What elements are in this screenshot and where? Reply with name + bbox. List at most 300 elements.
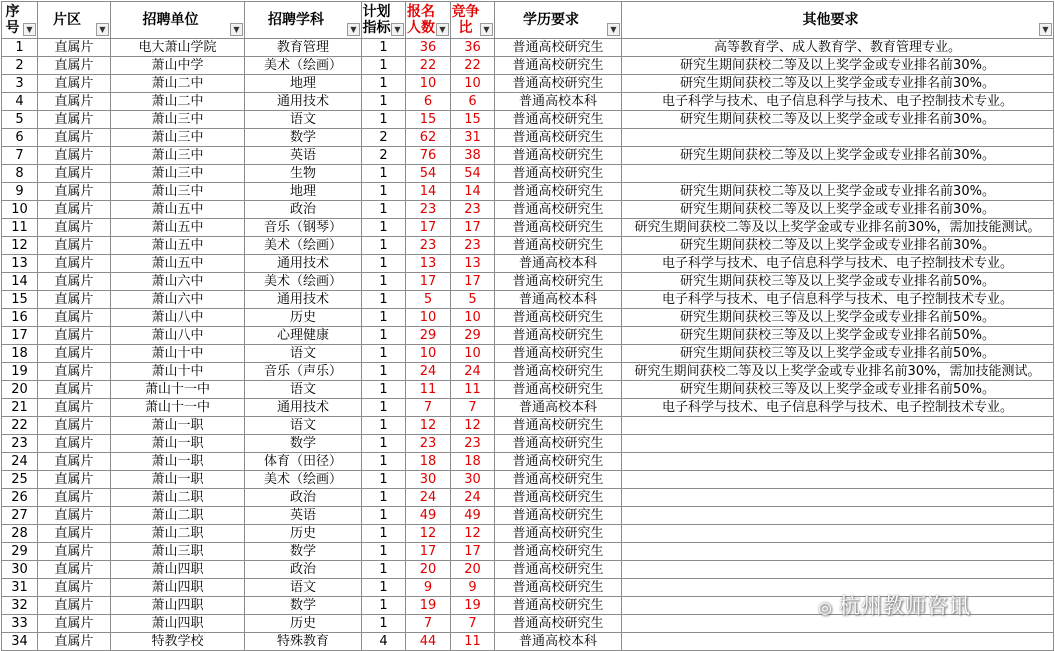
cell-subject[interactable]: 美术（绘画） [245,273,362,291]
cell-subject[interactable]: 政治 [245,201,362,219]
cell-applicants[interactable]: 17 [406,219,451,237]
cell-education[interactable]: 普通高校研究生 [495,525,622,543]
cell-unit[interactable]: 萧山三中 [111,165,245,183]
cell-other[interactable]: 电子科学与技术、电子信息科学与技术、电子控制技术专业。 [622,291,1054,309]
cell-education[interactable]: 普通高校研究生 [495,579,622,597]
cell-subject[interactable]: 政治 [245,489,362,507]
cell-seq[interactable]: 28 [2,525,38,543]
cell-ratio[interactable]: 23 [451,435,495,453]
cell-ratio[interactable]: 30 [451,471,495,489]
cell-applicants[interactable]: 10 [406,309,451,327]
cell-plan[interactable]: 1 [362,363,406,381]
cell-education[interactable]: 普通高校研究生 [495,381,622,399]
cell-ratio[interactable]: 29 [451,327,495,345]
cell-area[interactable]: 直属片 [38,543,111,561]
cell-education[interactable]: 普通高校研究生 [495,57,622,75]
cell-ratio[interactable]: 7 [451,615,495,633]
cell-unit[interactable]: 萧山三中 [111,129,245,147]
cell-applicants[interactable]: 10 [406,75,451,93]
cell-seq[interactable]: 17 [2,327,38,345]
cell-ratio[interactable]: 11 [451,381,495,399]
dropdown-arrow-icon[interactable]: ▼ [607,23,620,36]
cell-seq[interactable]: 19 [2,363,38,381]
dropdown-arrow-icon[interactable]: ▼ [436,23,449,36]
cell-seq[interactable]: 6 [2,129,38,147]
cell-area[interactable]: 直属片 [38,345,111,363]
cell-unit[interactable]: 萧山四职 [111,579,245,597]
cell-ratio[interactable]: 12 [451,525,495,543]
cell-applicants[interactable]: 12 [406,525,451,543]
cell-plan[interactable]: 1 [362,471,406,489]
cell-plan[interactable]: 1 [362,201,406,219]
cell-applicants[interactable]: 20 [406,561,451,579]
cell-ratio[interactable]: 15 [451,111,495,129]
cell-education[interactable]: 普通高校研究生 [495,327,622,345]
cell-other[interactable]: 研究生期间获校三等及以上奖学金或专业排名前50%。 [622,309,1054,327]
cell-subject[interactable]: 美术（绘画） [245,237,362,255]
cell-other[interactable] [622,507,1054,525]
cell-area[interactable]: 直属片 [38,93,111,111]
cell-seq[interactable]: 32 [2,597,38,615]
cell-unit[interactable]: 电大萧山学院 [111,39,245,57]
dropdown-arrow-icon[interactable]: ▼ [1039,23,1052,36]
cell-other[interactable]: 研究生期间获校二等及以上奖学金或专业排名前30%。 [622,75,1054,93]
cell-ratio[interactable]: 24 [451,363,495,381]
cell-area[interactable]: 直属片 [38,291,111,309]
cell-other[interactable]: 研究生期间获校二等及以上奖学金或专业排名前30%。 [622,111,1054,129]
cell-education[interactable]: 普通高校研究生 [495,417,622,435]
cell-area[interactable]: 直属片 [38,219,111,237]
cell-education[interactable]: 普通高校研究生 [495,507,622,525]
cell-unit[interactable]: 特教学校 [111,633,245,651]
cell-ratio[interactable]: 7 [451,399,495,417]
cell-seq[interactable]: 20 [2,381,38,399]
cell-subject[interactable]: 历史 [245,525,362,543]
cell-unit[interactable]: 萧山八中 [111,327,245,345]
cell-subject[interactable]: 历史 [245,615,362,633]
cell-subject[interactable]: 历史 [245,309,362,327]
cell-applicants[interactable]: 36 [406,39,451,57]
cell-applicants[interactable]: 29 [406,327,451,345]
cell-area[interactable]: 直属片 [38,381,111,399]
cell-education[interactable]: 普通高校本科 [495,255,622,273]
cell-education[interactable]: 普通高校研究生 [495,237,622,255]
cell-area[interactable]: 直属片 [38,273,111,291]
cell-plan[interactable]: 1 [362,57,406,75]
cell-unit[interactable]: 萧山三中 [111,111,245,129]
cell-plan[interactable]: 1 [362,489,406,507]
cell-plan[interactable]: 1 [362,219,406,237]
cell-area[interactable]: 直属片 [38,309,111,327]
cell-applicants[interactable]: 7 [406,615,451,633]
cell-ratio[interactable]: 49 [451,507,495,525]
cell-applicants[interactable]: 12 [406,417,451,435]
cell-seq[interactable]: 10 [2,201,38,219]
cell-subject[interactable]: 语文 [245,417,362,435]
cell-applicants[interactable]: 23 [406,435,451,453]
cell-unit[interactable]: 萧山十中 [111,363,245,381]
cell-ratio[interactable]: 36 [451,39,495,57]
cell-education[interactable]: 普通高校本科 [495,399,622,417]
cell-plan[interactable]: 1 [362,237,406,255]
cell-subject[interactable]: 数学 [245,543,362,561]
cell-other[interactable]: 研究生期间获校三等及以上奖学金或专业排名前50%。 [622,345,1054,363]
cell-education[interactable]: 普通高校研究生 [495,201,622,219]
cell-other[interactable] [622,633,1054,651]
cell-other[interactable]: 电子科学与技术、电子信息科学与技术、电子控制技术专业。 [622,399,1054,417]
cell-ratio[interactable]: 12 [451,417,495,435]
cell-unit[interactable]: 萧山三中 [111,147,245,165]
cell-other[interactable] [622,579,1054,597]
cell-applicants[interactable]: 44 [406,633,451,651]
cell-subject[interactable]: 音乐（声乐） [245,363,362,381]
cell-seq[interactable]: 12 [2,237,38,255]
cell-other[interactable]: 研究生期间获校三等及以上奖学金或专业排名前50%。 [622,273,1054,291]
cell-seq[interactable]: 22 [2,417,38,435]
cell-subject[interactable]: 体育（田径） [245,453,362,471]
cell-subject[interactable]: 美术（绘画） [245,471,362,489]
cell-other[interactable]: 电子科学与技术、电子信息科学与技术、电子控制技术专业。 [622,93,1054,111]
cell-subject[interactable]: 教育管理 [245,39,362,57]
cell-unit[interactable]: 萧山五中 [111,237,245,255]
cell-education[interactable]: 普通高校研究生 [495,219,622,237]
cell-seq[interactable]: 2 [2,57,38,75]
cell-subject[interactable]: 地理 [245,183,362,201]
cell-subject[interactable]: 语文 [245,579,362,597]
cell-other[interactable]: 研究生期间获校二等及以上奖学金或专业排名前30%。 [622,57,1054,75]
cell-other[interactable] [622,525,1054,543]
cell-education[interactable]: 普通高校研究生 [495,489,622,507]
cell-unit[interactable]: 萧山一职 [111,435,245,453]
cell-ratio[interactable]: 38 [451,147,495,165]
cell-area[interactable]: 直属片 [38,597,111,615]
cell-education[interactable]: 普通高校研究生 [495,597,622,615]
cell-seq[interactable]: 30 [2,561,38,579]
cell-plan[interactable]: 4 [362,633,406,651]
cell-other[interactable] [622,471,1054,489]
cell-other[interactable]: 高等教育学、成人教育学、教育管理专业。 [622,39,1054,57]
cell-seq[interactable]: 29 [2,543,38,561]
cell-other[interactable]: 研究生期间获校三等及以上奖学金或专业排名前50%。 [622,381,1054,399]
cell-plan[interactable]: 1 [362,561,406,579]
cell-subject[interactable]: 生物 [245,165,362,183]
cell-area[interactable]: 直属片 [38,111,111,129]
cell-subject[interactable]: 语文 [245,345,362,363]
cell-area[interactable]: 直属片 [38,255,111,273]
cell-unit[interactable]: 萧山二职 [111,489,245,507]
cell-ratio[interactable]: 10 [451,345,495,363]
cell-subject[interactable]: 地理 [245,75,362,93]
cell-unit[interactable]: 萧山八中 [111,309,245,327]
cell-subject[interactable]: 通用技术 [245,291,362,309]
cell-unit[interactable]: 萧山十一中 [111,399,245,417]
cell-other[interactable] [622,453,1054,471]
cell-applicants[interactable]: 5 [406,291,451,309]
cell-applicants[interactable]: 24 [406,363,451,381]
dropdown-arrow-icon[interactable]: ▼ [391,23,404,36]
dropdown-arrow-icon[interactable]: ▼ [347,23,360,36]
cell-area[interactable]: 直属片 [38,471,111,489]
cell-plan[interactable]: 1 [362,399,406,417]
cell-area[interactable]: 直属片 [38,147,111,165]
cell-unit[interactable]: 萧山三职 [111,543,245,561]
cell-other[interactable] [622,597,1054,615]
cell-other[interactable] [622,129,1054,147]
cell-plan[interactable]: 1 [362,93,406,111]
cell-plan[interactable]: 1 [362,381,406,399]
cell-plan[interactable]: 1 [362,579,406,597]
cell-applicants[interactable]: 54 [406,165,451,183]
cell-applicants[interactable]: 76 [406,147,451,165]
cell-education[interactable]: 普通高校研究生 [495,75,622,93]
cell-applicants[interactable]: 30 [406,471,451,489]
cell-other[interactable]: 研究生期间获校二等及以上奖学金或专业排名前30%，需加技能测试。 [622,219,1054,237]
dropdown-arrow-icon[interactable]: ▼ [230,23,243,36]
cell-seq[interactable]: 18 [2,345,38,363]
cell-education[interactable]: 普通高校研究生 [495,183,622,201]
cell-seq[interactable]: 23 [2,435,38,453]
cell-unit[interactable]: 萧山五中 [111,219,245,237]
cell-applicants[interactable]: 18 [406,453,451,471]
cell-education[interactable]: 普通高校研究生 [495,111,622,129]
cell-applicants[interactable]: 24 [406,489,451,507]
cell-subject[interactable]: 通用技术 [245,399,362,417]
cell-education[interactable]: 普通高校本科 [495,633,622,651]
cell-area[interactable]: 直属片 [38,435,111,453]
cell-ratio[interactable]: 9 [451,579,495,597]
cell-ratio[interactable]: 13 [451,255,495,273]
cell-seq[interactable]: 3 [2,75,38,93]
cell-subject[interactable]: 英语 [245,147,362,165]
cell-other[interactable]: 研究生期间获校二等及以上奖学金或专业排名前30%。 [622,201,1054,219]
cell-applicants[interactable]: 49 [406,507,451,525]
cell-applicants[interactable]: 23 [406,237,451,255]
cell-area[interactable]: 直属片 [38,201,111,219]
cell-plan[interactable]: 1 [362,417,406,435]
cell-ratio[interactable]: 10 [451,309,495,327]
cell-unit[interactable]: 萧山十一中 [111,381,245,399]
cell-seq[interactable]: 7 [2,147,38,165]
cell-area[interactable]: 直属片 [38,633,111,651]
cell-plan[interactable]: 1 [362,327,406,345]
cell-unit[interactable]: 萧山二中 [111,93,245,111]
cell-applicants[interactable]: 14 [406,183,451,201]
cell-area[interactable]: 直属片 [38,363,111,381]
cell-other[interactable]: 研究生期间获校二等及以上奖学金或专业排名前30%。 [622,237,1054,255]
cell-area[interactable]: 直属片 [38,237,111,255]
cell-other[interactable]: 研究生期间获校三等及以上奖学金或专业排名前50%。 [622,327,1054,345]
cell-applicants[interactable]: 17 [406,543,451,561]
cell-area[interactable]: 直属片 [38,489,111,507]
cell-plan[interactable]: 1 [362,453,406,471]
cell-education[interactable]: 普通高校研究生 [495,363,622,381]
cell-area[interactable]: 直属片 [38,129,111,147]
cell-plan[interactable]: 1 [362,291,406,309]
cell-education[interactable]: 普通高校本科 [495,93,622,111]
cell-plan[interactable]: 1 [362,507,406,525]
cell-unit[interactable]: 萧山一职 [111,471,245,489]
cell-education[interactable]: 普通高校研究生 [495,615,622,633]
cell-unit[interactable]: 萧山二职 [111,525,245,543]
cell-seq[interactable]: 34 [2,633,38,651]
cell-unit[interactable]: 萧山十中 [111,345,245,363]
cell-subject[interactable]: 语文 [245,111,362,129]
cell-education[interactable]: 普通高校研究生 [495,345,622,363]
cell-ratio[interactable]: 18 [451,453,495,471]
cell-other[interactable]: 研究生期间获校二等及以上奖学金或专业排名前30%，需加技能测试。 [622,363,1054,381]
cell-unit[interactable]: 萧山四职 [111,597,245,615]
cell-ratio[interactable]: 6 [451,93,495,111]
cell-area[interactable]: 直属片 [38,75,111,93]
cell-seq[interactable]: 4 [2,93,38,111]
cell-ratio[interactable]: 24 [451,489,495,507]
cell-area[interactable]: 直属片 [38,327,111,345]
cell-ratio[interactable]: 14 [451,183,495,201]
cell-education[interactable]: 普通高校研究生 [495,435,622,453]
cell-ratio[interactable]: 17 [451,273,495,291]
cell-applicants[interactable]: 23 [406,201,451,219]
cell-subject[interactable]: 数学 [245,129,362,147]
cell-subject[interactable]: 心理健康 [245,327,362,345]
cell-seq[interactable]: 13 [2,255,38,273]
cell-plan[interactable]: 1 [362,183,406,201]
cell-education[interactable]: 普通高校研究生 [495,129,622,147]
cell-ratio[interactable]: 19 [451,597,495,615]
cell-plan[interactable]: 1 [362,597,406,615]
cell-ratio[interactable]: 54 [451,165,495,183]
cell-applicants[interactable]: 7 [406,399,451,417]
cell-other[interactable]: 研究生期间获校二等及以上奖学金或专业排名前30%。 [622,183,1054,201]
cell-subject[interactable]: 英语 [245,507,362,525]
cell-unit[interactable]: 萧山三中 [111,183,245,201]
cell-unit[interactable]: 萧山二中 [111,75,245,93]
cell-plan[interactable]: 1 [362,75,406,93]
cell-applicants[interactable]: 19 [406,597,451,615]
cell-plan[interactable]: 1 [362,525,406,543]
cell-seq[interactable]: 11 [2,219,38,237]
cell-seq[interactable]: 21 [2,399,38,417]
cell-applicants[interactable]: 13 [406,255,451,273]
cell-area[interactable]: 直属片 [38,561,111,579]
cell-ratio[interactable]: 17 [451,543,495,561]
cell-ratio[interactable]: 11 [451,633,495,651]
cell-seq[interactable]: 8 [2,165,38,183]
cell-applicants[interactable]: 17 [406,273,451,291]
cell-applicants[interactable]: 11 [406,381,451,399]
cell-plan[interactable]: 1 [362,309,406,327]
cell-other[interactable]: 电子科学与技术、电子信息科学与技术、电子控制技术专业。 [622,255,1054,273]
cell-subject[interactable]: 政治 [245,561,362,579]
cell-other[interactable] [622,165,1054,183]
cell-subject[interactable]: 通用技术 [245,255,362,273]
cell-education[interactable]: 普通高校研究生 [495,165,622,183]
cell-ratio[interactable]: 20 [451,561,495,579]
cell-seq[interactable]: 24 [2,453,38,471]
cell-other[interactable] [622,543,1054,561]
cell-subject[interactable]: 数学 [245,435,362,453]
cell-subject[interactable]: 数学 [245,597,362,615]
cell-education[interactable]: 普通高校研究生 [495,309,622,327]
cell-plan[interactable]: 1 [362,273,406,291]
cell-subject[interactable]: 通用技术 [245,93,362,111]
cell-seq[interactable]: 5 [2,111,38,129]
cell-plan[interactable]: 2 [362,147,406,165]
cell-education[interactable]: 普通高校研究生 [495,39,622,57]
cell-education[interactable]: 普通高校研究生 [495,471,622,489]
dropdown-arrow-icon[interactable]: ▼ [96,23,109,36]
cell-seq[interactable]: 16 [2,309,38,327]
cell-area[interactable]: 直属片 [38,39,111,57]
cell-applicants[interactable]: 62 [406,129,451,147]
cell-unit[interactable]: 萧山六中 [111,291,245,309]
cell-other[interactable] [622,561,1054,579]
cell-ratio[interactable]: 23 [451,201,495,219]
cell-plan[interactable]: 1 [362,255,406,273]
cell-other[interactable] [622,417,1054,435]
cell-education[interactable]: 普通高校研究生 [495,273,622,291]
cell-plan[interactable]: 1 [362,615,406,633]
cell-applicants[interactable]: 9 [406,579,451,597]
cell-ratio[interactable]: 17 [451,219,495,237]
cell-plan[interactable]: 1 [362,345,406,363]
cell-seq[interactable]: 27 [2,507,38,525]
cell-education[interactable]: 普通高校本科 [495,291,622,309]
cell-applicants[interactable]: 22 [406,57,451,75]
cell-area[interactable]: 直属片 [38,57,111,75]
cell-area[interactable]: 直属片 [38,165,111,183]
cell-seq[interactable]: 31 [2,579,38,597]
cell-seq[interactable]: 1 [2,39,38,57]
cell-plan[interactable]: 1 [362,39,406,57]
cell-seq[interactable]: 33 [2,615,38,633]
cell-ratio[interactable]: 31 [451,129,495,147]
cell-unit[interactable]: 萧山五中 [111,255,245,273]
cell-plan[interactable]: 2 [362,129,406,147]
cell-ratio[interactable]: 5 [451,291,495,309]
cell-other[interactable] [622,489,1054,507]
cell-subject[interactable]: 美术（绘画） [245,57,362,75]
cell-area[interactable]: 直属片 [38,453,111,471]
cell-education[interactable]: 普通高校研究生 [495,543,622,561]
cell-education[interactable]: 普通高校研究生 [495,561,622,579]
cell-unit[interactable]: 萧山一职 [111,417,245,435]
filter-funnel-icon[interactable]: ▼ [23,23,36,36]
cell-plan[interactable]: 1 [362,435,406,453]
cell-ratio[interactable]: 22 [451,57,495,75]
cell-area[interactable]: 直属片 [38,615,111,633]
cell-plan[interactable]: 1 [362,165,406,183]
cell-unit[interactable]: 萧山四职 [111,615,245,633]
dropdown-arrow-icon[interactable]: ▼ [480,23,493,36]
cell-subject[interactable]: 音乐（钢琴） [245,219,362,237]
cell-seq[interactable]: 26 [2,489,38,507]
cell-subject[interactable]: 语文 [245,381,362,399]
cell-unit[interactable]: 萧山六中 [111,273,245,291]
cell-education[interactable]: 普通高校研究生 [495,147,622,165]
cell-other[interactable]: 研究生期间获校二等及以上奖学金或专业排名前30%。 [622,147,1054,165]
cell-seq[interactable]: 15 [2,291,38,309]
cell-area[interactable]: 直属片 [38,183,111,201]
cell-area[interactable]: 直属片 [38,507,111,525]
cell-seq[interactable]: 25 [2,471,38,489]
cell-area[interactable]: 直属片 [38,579,111,597]
cell-seq[interactable]: 14 [2,273,38,291]
cell-subject[interactable]: 特殊教育 [245,633,362,651]
cell-applicants[interactable]: 15 [406,111,451,129]
cell-area[interactable]: 直属片 [38,399,111,417]
cell-other[interactable] [622,435,1054,453]
cell-other[interactable] [622,615,1054,633]
